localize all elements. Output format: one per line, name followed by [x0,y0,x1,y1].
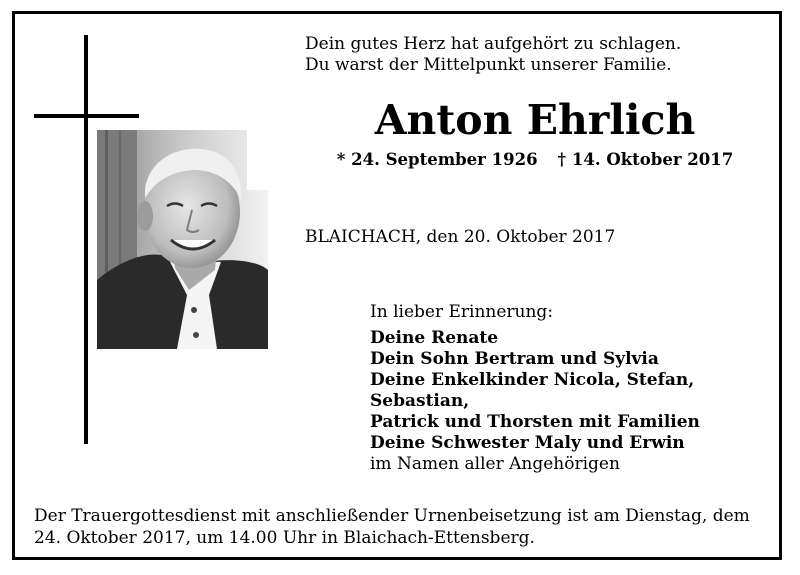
mourners-block [370,302,780,475]
service-line: 24. Oktober 2017, um 14.00 Uhr in Blaichach-Ettensberg. [34,528,535,548]
funeral-service-notice [34,505,774,549]
verse-line: Dein gutes Herz hat aufgehört zu schlagen. [305,34,682,54]
place-and-date: BLAICHACH, den 20. Oktober 2017 [305,227,616,247]
verse [305,34,765,76]
portrait-illustration [97,130,268,349]
verse-line: Du warst der Mittelpunkt unserer Familie. [305,55,672,75]
life-dates [300,149,770,171]
birth-date: * 24. September 1926 [336,150,538,169]
service-line: Der Trauergottesdienst mit anschließender Urnenbeisetzung ist am Dienstag, dem [34,506,750,526]
mourner-line: Dein Sohn Bertram und Sylvia [370,349,659,369]
deceased-name: Anton Ehrlich [374,96,696,144]
mourner-line: Deine Schwester Maly und Erwin [370,433,685,453]
cross-vertical-bar [84,35,88,444]
death-date: † 14. Oktober 2017 [557,150,734,169]
memory-intro: In lieber Erinnerung: [370,302,554,322]
mourner-line: Patrick und Thorsten mit Familien [370,412,700,432]
mourner-line: Deine Renate [370,328,499,348]
mourner-line: Deine Enkelkinder Nicola, Stefan, Sebastian, [370,370,695,411]
cross-horizontal-bar [34,114,139,118]
portrait-photo [97,130,268,349]
memory-closing: im Namen aller Angehörigen [370,454,620,474]
